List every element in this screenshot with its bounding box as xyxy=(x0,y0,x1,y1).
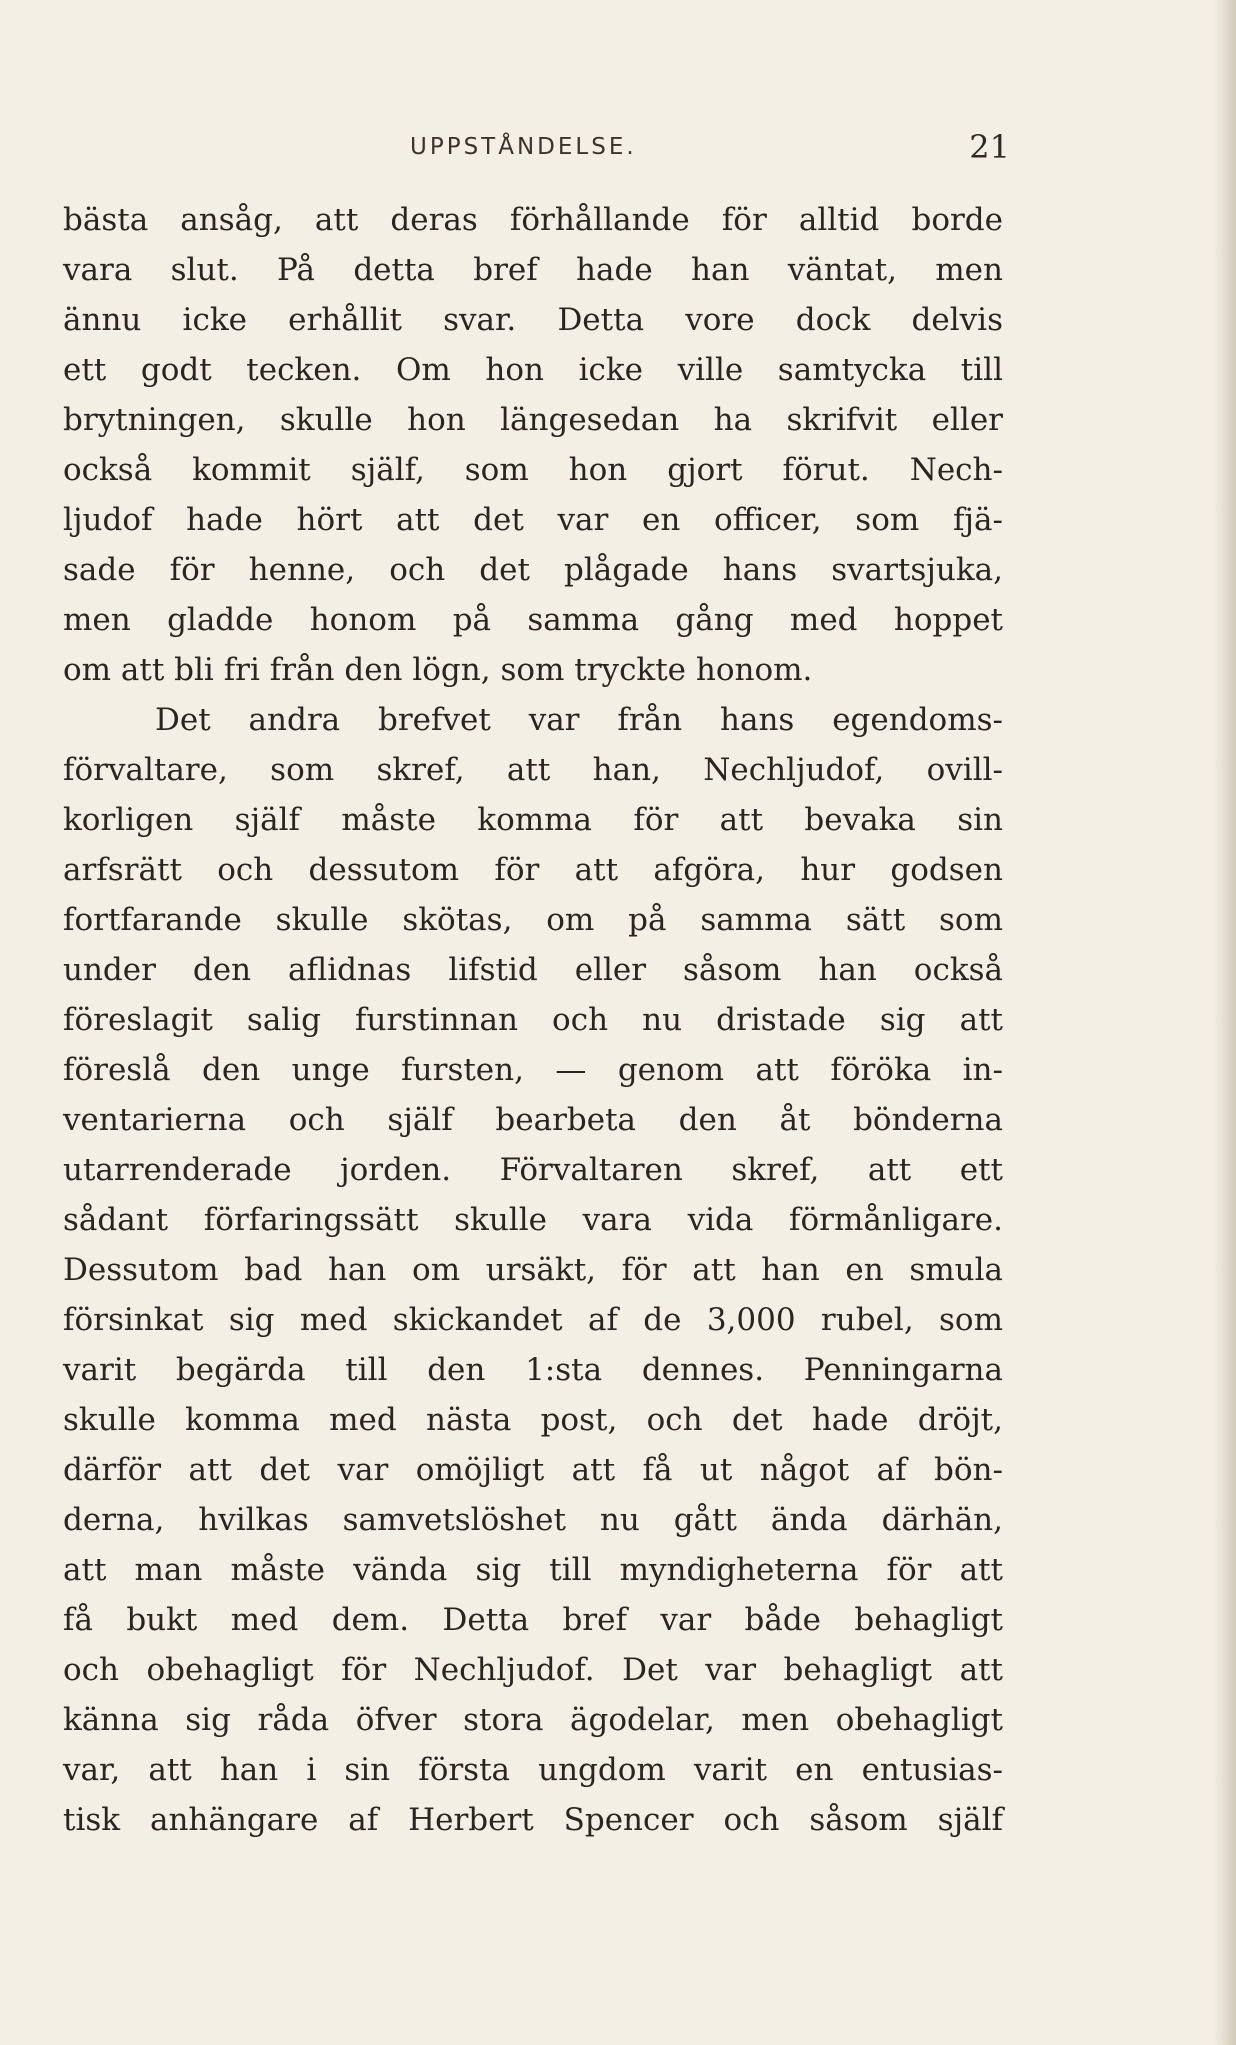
text-line: också kommit själf, som hon gjort förut. Nech- xyxy=(63,452,1003,488)
text-line: att man måste vända sig till myndigheterna för att xyxy=(63,1552,1003,1588)
text-line: skulle komma med nästa post, och det hade dröjt, xyxy=(63,1402,1003,1438)
text-line: Dessutom bad han om ursäkt, för att han en smula xyxy=(63,1252,1003,1288)
text-line: utarrenderade jorden. Förvaltaren skref, att ett xyxy=(63,1152,1003,1188)
text-line: var, att han i sin första ungdom varit en entusias- xyxy=(63,1752,1003,1788)
text-line: derna, hvilkas samvetslöshet nu gått ända därhän, xyxy=(63,1502,1003,1538)
text-line: ännu icke erhållit svar. Detta vore dock delvis xyxy=(63,302,1003,338)
body-text xyxy=(63,195,1003,1845)
running-head: UPPSTÅNDELSE. xyxy=(410,134,637,160)
text-line: föreslå den unge fursten, — genom att föröka in- xyxy=(63,1052,1003,1088)
text-line: arfsrätt och dessutom för att afgöra, hur godsen xyxy=(63,852,1003,888)
text-line: känna sig råda öfver stora ägodelar, men obehagligt xyxy=(63,1702,1003,1738)
text-line: därför att det var omöjligt att få ut något af bön- xyxy=(63,1452,1003,1488)
text-line: föreslagit salig furstinnan och nu dristade sig att xyxy=(63,1002,1003,1038)
text-line: och obehagligt för Nechljudof. Det var behagligt att xyxy=(63,1652,1003,1688)
text-line: men gladde honom på samma gång med hoppet xyxy=(63,602,1003,638)
text-line: få bukt med dem. Detta bref var både behagligt xyxy=(63,1602,1003,1638)
text-line: försinkat sig med skickandet af de 3,000 rubel, som xyxy=(63,1302,1003,1338)
text-line: tisk anhängare af Herbert Spencer och såsom själf xyxy=(63,1802,1003,1838)
text-line: brytningen, skulle hon längesedan ha skrifvit eller xyxy=(63,402,1003,438)
page-header xyxy=(410,128,1010,172)
text-line: under den aflidnas lifstid eller såsom han också xyxy=(63,952,1003,988)
text-line: fortfarande skulle skötas, om på samma sätt som xyxy=(63,902,1003,938)
text-line: förvaltare, som skref, att han, Nechljudof, ovill- xyxy=(63,752,1003,788)
text-line: sådant förfaringssätt skulle vara vida förmånligare. xyxy=(63,1202,1003,1238)
text-line: sade för henne, och det plågade hans svartsjuka, xyxy=(63,552,1003,588)
text-line: ventarierna och själf bearbeta den åt bönderna xyxy=(63,1102,1003,1138)
text-line: varit begärda till den 1:sta dennes. Penningarna xyxy=(63,1352,1003,1388)
text-line: ljudof hade hört att det var en officer, som fjä- xyxy=(63,502,1003,538)
text-line: bästa ansåg, att deras förhållande för alltid borde xyxy=(63,202,1003,238)
text-line: Det andra brefvet var från hans egendoms- xyxy=(155,702,1003,738)
text-line: vara slut. På detta bref hade han väntat, men xyxy=(63,252,1003,288)
text-line: om att bli fri från den lögn, som tryckte honom. xyxy=(63,652,813,688)
page-number: 21 xyxy=(969,128,1010,166)
text-line: ett godt tecken. Om hon icke ville samtycka till xyxy=(63,352,1003,388)
page-edge-shadow xyxy=(1214,0,1236,2045)
text-line: korligen själf måste komma för att bevaka sin xyxy=(63,802,1003,838)
